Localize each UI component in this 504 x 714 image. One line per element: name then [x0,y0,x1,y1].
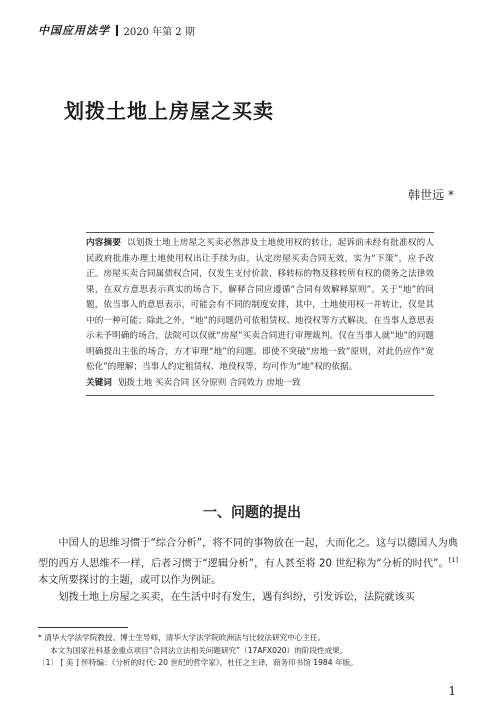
page-number: 1 [448,684,456,698]
paragraph-1-text-b: 本文所要探讨的主题，或可以作为例证。 [38,575,222,587]
abstract-bottom-rule [86,395,434,396]
footnote-rule [38,627,128,628]
abstract-text: 以划拨土地上房屋之买卖必然涉及土地使用权的转让，起诉前未经有批准权的人民政府批准办理土地使用权出让手续为由，认定房屋买卖合同无效，实为“下策”，应予改正。房屋买卖合同属债权合同，仅发生支付价款、移转标的物及移转所有权的债务之法律效果，在双方意思表示真实的场合下，解释合同应遵循“合同有效解释原则”。关于“地”的问题，依当事人的意思表示，可能会有不同的制度安排，其中，土地使用权一并转让，仅是其中的一种可能；除此之外，“地”的问题仍可依租赁权、地役权等方式解决。在当事人意思表示未予明确的场合，法院可以仅就“房屋”买卖合同进行审理裁判。仅在当事人就“地”的问题明确提出主张的场合，方才审理“地”的问题。即使不突破“房地一致”原则，对此仍应作“宽松化”的理解；当事人约定租赁权、地役权等，均可作为“地”权的依据。 [86,238,434,372]
abstract-top-rule [86,232,434,233]
article-title: 划拨土地上房屋之买卖 [64,99,274,123]
paragraph-1-text-a: 中国人的思维习惯于“综合分析”，将不同的事物放在一起，大而化之。这与以德国人为典型的西方人思维不一样，后者习惯于“逻辑分析”，有人甚至将 20 世纪称为“分析的时代”。 [38,538,458,570]
running-header [38,22,195,38]
author-name: 韩世远 * [408,188,454,202]
body-paragraph-2: 划拨土地上房屋之买卖，在生活中时有发生，遇有纠纷，引发诉讼，法院就该买 [58,591,415,603]
keywords-line [86,376,434,392]
abstract-box [86,232,434,396]
header-divider [116,25,118,36]
footnote-ref-1[interactable]: [1] [448,556,458,565]
abstract-label: 内容摘要 [86,238,122,248]
section-heading: 一、问题的提出 [203,505,301,521]
keywords-text: 划拨土地 买卖合同 区分原则 合同效力 房地一致 [117,377,301,388]
footnotes [38,632,458,670]
keywords-label: 关键词 [86,377,112,388]
issue-label: 2020 年第 2 期 [123,26,195,38]
footnote-author: * 清华大学法学院教授、博士生导师，清华大学法学院欧洲法与比较法研究中心主任。 [38,633,326,642]
body-text [38,536,458,606]
body-paragraph-1 [38,536,458,590]
abstract-paragraph [86,236,434,376]
footnote-funding: 本文为国家社科基金重点项目“合同法立法相关问题研究”（17AFX020）的阶段性成果。 [50,645,348,655]
journal-name: 中国应用法学 [38,24,110,37]
footnote-1: 〔1〕 [ 美 ] 怀特编：《分析的时代: 20 世纪的哲学家》，杜任之主译，商务印书馆 1984 年版。 [38,658,358,667]
